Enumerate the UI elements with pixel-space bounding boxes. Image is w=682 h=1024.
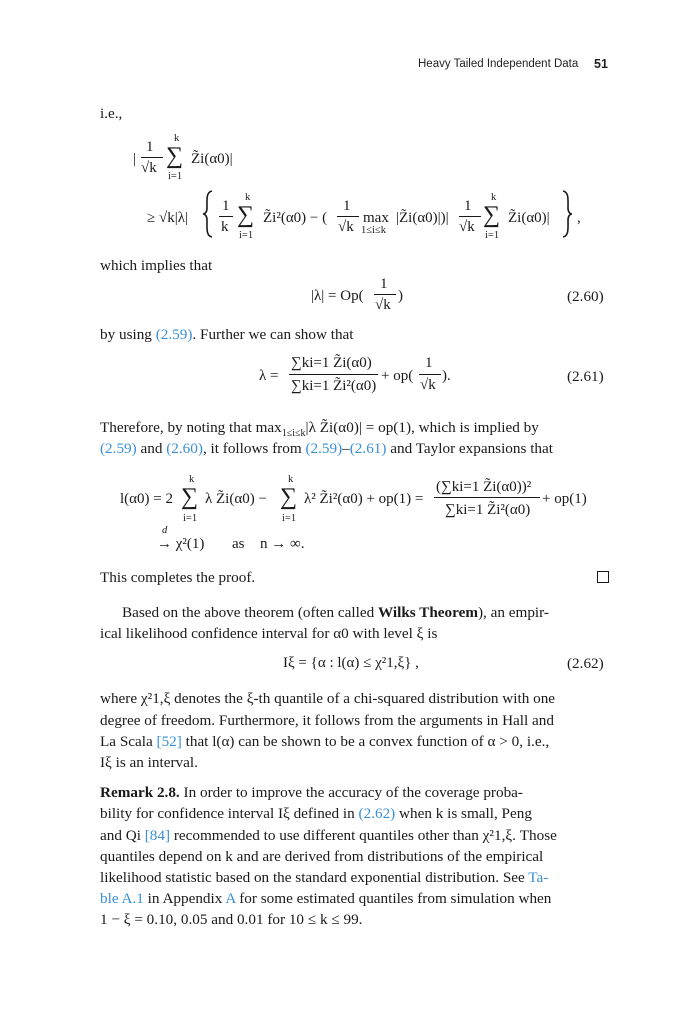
implies-text: which implies that [100,257,213,274]
remark-line-1 [100,785,523,800]
remark-line-2 [100,806,532,821]
sum-symbol: ∑ [166,143,184,169]
t2-num: 1 [343,198,351,214]
sum-sub: i=1 [239,230,254,241]
text: Based on the above theorem (often called [122,604,378,621]
text: , it follows from [202,440,306,457]
therefore-line-2 [100,441,553,456]
remark-label: Remark 2.8. [100,784,180,801]
text: for some estimated quantiles from simulation when [235,890,552,907]
fraction-bar [289,374,378,375]
text: that l(α) can be shown to be a convex function of α > 0, i.e., [181,733,550,750]
eq261-num2: 1 [425,355,433,371]
where-line-1: where χ²1,ξ denotes the ξ-th quantile of a chi-squared distribution with one [100,690,556,707]
eq260-lhs: |λ| = Op( [311,288,364,304]
wilks-line-2: ical likelihood confidence interval for α0 with level ξ is [100,625,438,642]
ref-2-60[interactable]: (2.60) [166,440,203,457]
eq-term-1: λ Z̃i(α0) − [205,491,267,507]
eq262-body: Iξ = {α : l(α) ≤ χ²1,ξ} , [283,655,419,671]
text: and [136,440,167,457]
eq260-tag: (2.60) [567,288,604,305]
sum-sub: i=1 [282,513,297,524]
ref-2-61[interactable]: (2.61) [349,440,387,457]
where-line-2: degree of freedom. Furthermore, it follows from the arguments in Hall and [100,712,554,729]
right-brace-icon [561,190,573,238]
ref-2-59[interactable]: (2.59) [155,326,193,343]
wilks-theorem-term: Wilks Theorem [377,604,478,621]
wilks-line-1 [122,605,549,620]
t3-num: 1 [464,198,472,214]
sum-sup: k [189,474,195,485]
max-sub: 1≤i≤k [361,225,386,236]
as-word: as [232,536,245,552]
text: Therefore, by noting that max [100,419,282,436]
fraction-bar [374,294,396,295]
sum-symbol: ∑ [181,484,199,510]
fraction-bar [219,216,233,217]
ie-text: i.e., [100,105,123,122]
eq-lhs: l(α0) = 2 [120,491,173,507]
eq-term-2: λ² Z̃i²(α0) + op(1) = [304,491,424,507]
sum-sup: k [491,192,497,203]
fraction-bar [337,216,359,217]
abs-bar: | [133,151,137,167]
sum-symbol: ∑ [483,202,501,228]
remark-line-6 [100,891,551,906]
eq262-tag: (2.62) [567,655,604,672]
fraction-bar [434,497,540,498]
text: ), an empir- [478,604,549,621]
ref-table-a1[interactable]: Ta- [528,869,549,886]
sum-sub: i=1 [183,513,198,524]
where-line-3 [100,734,549,749]
ref-2-59[interactable]: (2.59) [305,440,343,457]
frac-num: 1 [146,139,154,155]
t1-body: Z̃i²(α0) − ( [263,210,328,226]
limit-expr: n → ∞. [260,536,305,552]
fraction-bar [141,157,163,158]
remark-line-3 [100,828,557,843]
subscript: 1≤i≤k [281,428,306,440]
ref-table-a1[interactable]: ble A.1 [100,890,144,907]
ref-appendix-a[interactable]: A [225,890,236,907]
text: – [342,440,350,457]
text: |λ Z̃i(α0)| = op(1), which is implied by [305,419,539,436]
text: and Qi [100,827,145,844]
trailing-comma: , [577,210,581,226]
text: recommended to use different quantiles other than χ²1,ξ. Those [170,827,557,844]
therefore-line-1 [100,420,539,439]
eq261-mid: + op( [381,368,414,384]
fraction-bar [459,216,481,217]
eq-end: + op(1) [542,491,587,507]
eq260-den: √k [375,297,391,313]
remark-line-5 [100,870,548,885]
text: by using [100,326,156,343]
conv-d: d [162,525,168,536]
remark-line-4: quantiles depend on k and are derived from distributions of the empirical [100,848,544,865]
text: bility for confidence interval Iξ defined in [100,805,359,822]
eq-den: ∑ki=1 Z̃i²(α0) [445,502,531,518]
remark-line-7: 1 − ξ = 0.10, 0.05 and 0.01 for 10 ≤ k ≤ 99. [100,911,363,928]
proof-end-text: This completes the proof. [100,569,256,586]
eq-num: (∑ki=1 Z̃i(α0))² [436,479,532,495]
sum-sub: i=1 [168,171,183,182]
text: and Taylor expansions that [386,440,553,457]
fraction-bar [419,374,441,375]
eq261-den: ∑ki=1 Z̃i²(α0) [291,378,377,394]
running-title: Heavy Tailed Independent Data [418,58,579,70]
geq-term: ≥ √k|λ| [147,210,188,226]
by-using-line [100,327,354,342]
eq260-num: 1 [380,276,388,292]
frac-den: √k [141,160,157,176]
t1-den: k [221,219,229,235]
text: In order to improve the accuracy of the coverage proba- [179,784,523,801]
t3-den: √k [459,219,475,235]
where-line-4: Iξ is an interval. [100,754,198,771]
sum-sub: i=1 [485,230,500,241]
eq261-den2: √k [420,377,436,393]
eq261-lhs: λ = [259,368,279,384]
conv-expr: → χ²(1) [157,536,205,552]
eq261-tag: (2.61) [567,368,604,385]
ref-2-62[interactable]: (2.62) [358,805,396,822]
text: likelihood statistic based on the standard exponential distribution. See [100,869,529,886]
t2-body: |Z̃i(α0)|)| [396,210,449,226]
max-operator: max [363,210,389,226]
eq261-num: ∑ki=1 Z̃i(α0) [291,355,372,371]
eq260-rhs: ) [398,288,403,304]
sum-symbol: ∑ [237,202,255,228]
left-brace-icon [202,190,214,238]
sum-sup: k [288,474,294,485]
ref-2-59[interactable]: (2.59) [100,440,137,457]
t2-den: √k [338,219,354,235]
text: when k is small, Peng [395,805,532,822]
page-number: 51 [594,57,608,71]
eq261-end: ). [442,368,451,384]
sum-symbol: ∑ [280,484,298,510]
ref-84[interactable]: [84] [144,827,171,844]
ref-52[interactable]: [52] [156,733,182,750]
sum-sup: k [245,192,251,203]
text: . Further we can show that [192,326,354,343]
t3-body: Z̃i(α0)| [508,210,550,226]
qed-box-icon [597,571,609,583]
sum-sup: k [174,133,180,144]
text: in Appendix [143,890,226,907]
lhs-body: Z̃i(α0)| [191,151,233,167]
t1-num: 1 [222,198,230,214]
text: La Scala [100,733,157,750]
